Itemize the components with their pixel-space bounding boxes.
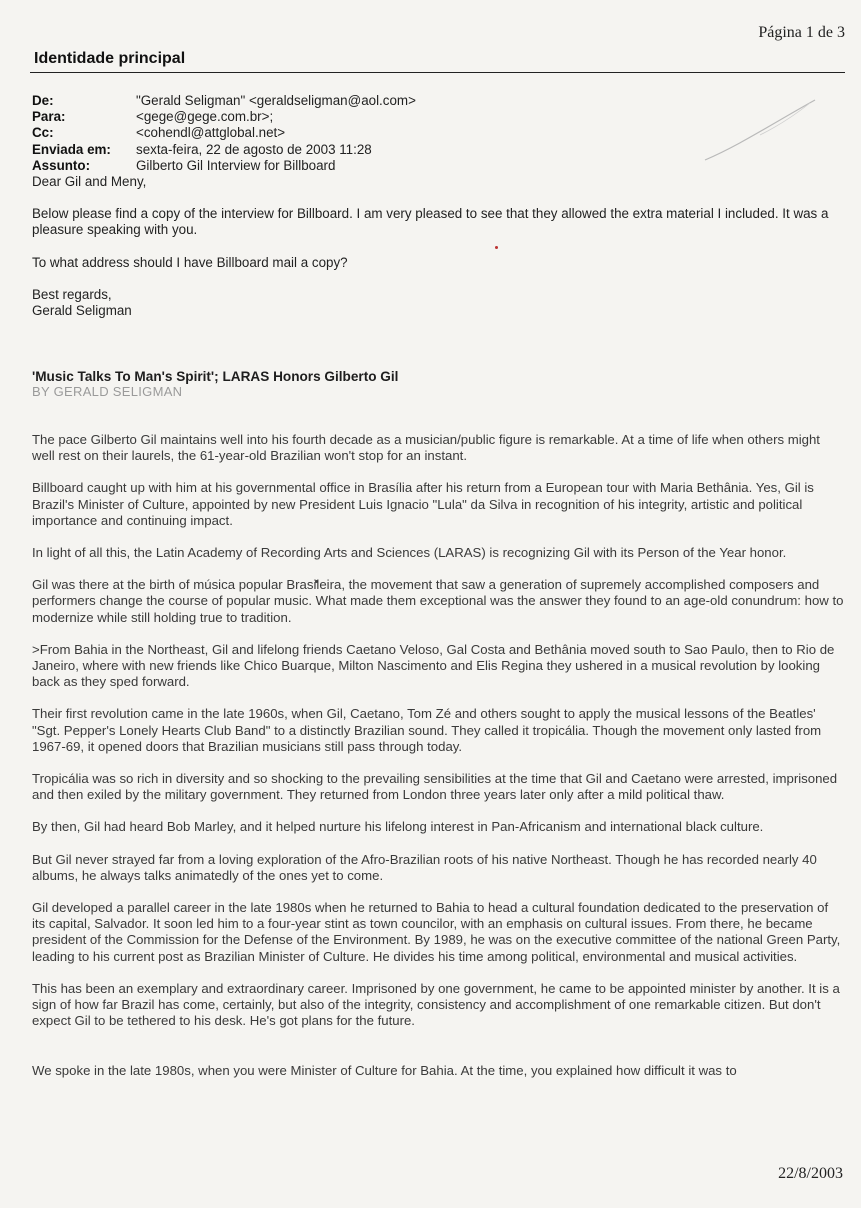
article-paragraph: Billboard caught up with him at his governmental office in Brasília after his return from a European tour with Maria Bethânia. Yes, Gil is Brazil's Minister of Culture, appointed by new President Luis Ignacio "Lula" da Silva in recognition of his integrity, artistic and political importance and continuing impact. xyxy=(32,480,814,528)
email-paragraph: Below please find a copy of the interview for Billboard. I am very pleased to see that they allowed the extra material I included. It was a pleasure speaking with you. xyxy=(32,206,829,238)
email-body xyxy=(32,174,832,319)
article-paragraph: In light of all this, the Latin Academy of Recording Arts and Sciences (LARAS) is recognizing Gil with its Person of the Year honor. xyxy=(32,545,787,561)
header-key: Cc: xyxy=(32,125,54,141)
article-paragraph: >From Bahia in the Northeast, Gil and lifelong friends Caetano Veloso, Gal Costa and Bethânia moved south to Sao Paulo, then to Rio de Janeiro, where with new friends like Chico Buarque, Milton Nascimento and Elis Regina they ushered in a musical revolution by looking back as they sped forward. xyxy=(32,641,835,690)
article-paragraph: But Gil never strayed far from a loving exploration of the Afro-Brazilian roots of his native Northeast. Though he has recorded nearly 40 albums, he always talks animatedly of the ones yet to come. xyxy=(32,851,817,883)
email-headers xyxy=(32,93,792,174)
article-paragraph: We spoke in the late 1980s, when you were Minister of Culture for Bahia. At the time, you explained how difficult it was to xyxy=(32,1063,737,1079)
header-value: <gege@gege.com.br>; xyxy=(136,109,274,125)
header-row-cc xyxy=(32,125,792,141)
article-paragraph: Gil was there at the birth of música popular Brasileira, the movement that saw a generation of supremely accomplished composers and performers change the course of popular music. What made them exceptional was the answer they found to an age-old conundrum: how to modernize while still holding true to tradition. xyxy=(32,577,844,625)
header-value: "Gerald Seligman" <geraldseligman@aol.com> xyxy=(136,93,416,108)
article-paragraph: Tropicália was so rich in diversity and so shocking to the prevailing sensibilities at the time that Gil and Caetano were arrested, imprisoned and then exiled by the military government. They returned from London three years later only after a mild political thaw. xyxy=(32,771,838,803)
article-paragraph: Their first revolution came in the late 1960s, when Gil, Caetano, Tom Zé and others sought to apply the musical lessons of the Beatles' "Sgt. Pepper's Lonely Hearts Club Band" to a distinctly Brazilian sound. They called it tropicália. Though the movement only lasted from 1967-69, it opened doors that Brazilian musicians still pass through today. xyxy=(32,706,822,754)
article-body xyxy=(32,432,844,1096)
article-paragraph: Gil developed a parallel career in the late 1980s when he returned to Bahia to head a cultural foundation dedicated to the preservation of its capital, Salvador. It soon led him to a four-year stint as town councilor, with an emphasis on cultural issues. From there, he became president of the Commission for the Defense of the Environment. By 1989, he was on the executive committee of the national Green Party, leading to his current post as Brazilian Minister of Culture. He divides his time among political, environmental and musical activities. xyxy=(32,900,841,964)
email-signature: Gerald Seligman xyxy=(32,303,132,319)
header-row-sent xyxy=(32,142,792,158)
header-row-subject xyxy=(32,158,792,174)
header-rule xyxy=(30,72,845,73)
header-value: Gilberto Gil Interview for Billboard xyxy=(136,157,336,173)
article-paragraph: This has been an exemplary and extraordinary career. Imprisoned by one government, he came to be appointed minister by another. It is a sign of how far Brazil has come, certainly, but also of the integrity, consistency and accomplishment of one remarkable citizen. But don't expect Gil to be tethered to his desk. He's got plans for the future. xyxy=(32,980,840,1029)
header-key: Assunto: xyxy=(32,157,91,173)
article-paragraph: The pace Gilberto Gil maintains well into his fourth decade as a musician/public figure is remarkable. At a time of life when others might well rest on their laurels, the 61-year-old Brazilian won't stop for an instant. xyxy=(32,432,820,464)
header-row-from xyxy=(32,93,792,109)
email-paragraph: To what address should I have Billboard mail a copy? xyxy=(32,254,348,270)
footer-date: 22/8/2003 xyxy=(778,1165,843,1182)
header-row-to xyxy=(32,109,792,125)
article-title: 'Music Talks To Man's Spirit'; LARAS Honors Gilberto Gil xyxy=(32,369,399,384)
header-key: Para: xyxy=(32,109,66,125)
header-value: sexta-feira, 22 de agosto de 2003 11:28 xyxy=(136,141,372,157)
article-byline: BY GERALD SELIGMAN xyxy=(32,384,183,399)
article-paragraph: By then, Gil had heard Bob Marley, and it helped nurture his lifelong interest in Pan-Africanism and international black culture. xyxy=(32,819,764,835)
header-key: De: xyxy=(32,93,54,108)
email-closing: Best regards, xyxy=(32,286,112,302)
identity-header: Identidade principal xyxy=(34,50,186,67)
header-value: <cohendl@attglobal.net> xyxy=(136,125,286,141)
page-indicator: Página 1 de 3 xyxy=(758,24,845,41)
email-greeting: Dear Gil and Meny, xyxy=(32,174,147,189)
header-key: Enviada em: xyxy=(32,141,111,157)
